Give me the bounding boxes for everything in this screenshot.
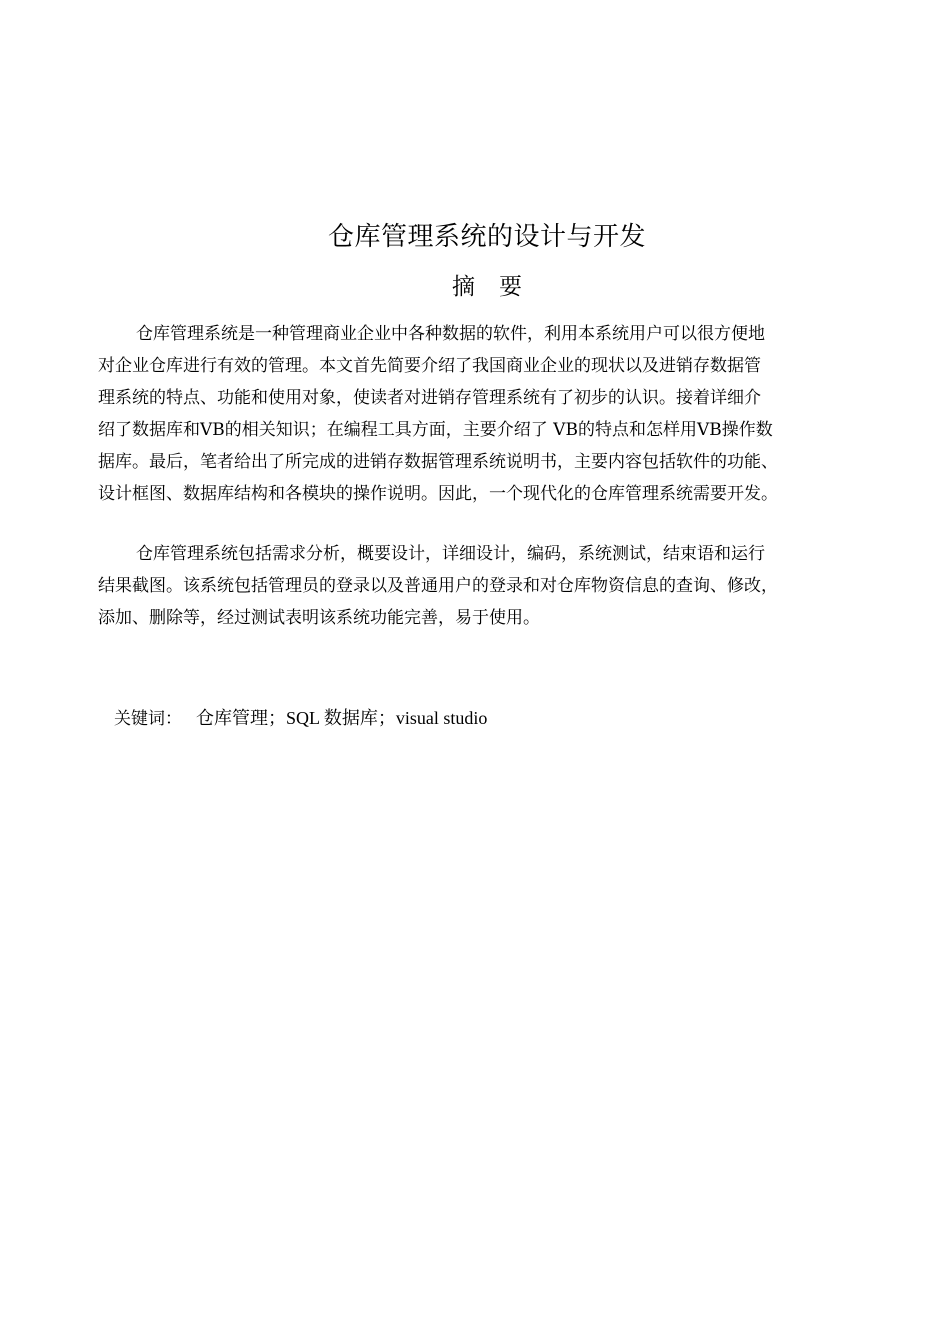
keywords-value: 仓库管理；SQL 数据库；visual studio: [196, 708, 488, 728]
paragraph-line: 结果截图。该系统包括管理员的登录以及普通用户的登录和对仓库物资信息的查询、修改，: [98, 576, 778, 596]
paragraph-line: 据库。最后，笔者给出了所完成的进销存数据管理系统说明书，主要内容包括软件的功能、: [98, 452, 778, 472]
abstract-paragraph-2: [98, 538, 868, 634]
abstract-heading-char-2: 要: [499, 274, 522, 300]
paragraph-line: 绍了数据库和VB的相关知识；在编程工具方面，主要介绍了 VB的特点和怎样用VB操作数: [98, 420, 773, 440]
abstract-heading: [0, 270, 950, 304]
abstract-paragraph-1: [98, 318, 868, 510]
paragraph-line: 设计框图、数据库结构和各模块的操作说明。因此，一个现代化的仓库管理系统需要开发。: [98, 484, 778, 504]
paragraph-line: 仓库管理系统是一种管理商业企业中各种数据的软件，利用本系统用户可以很方便地: [136, 324, 765, 344]
document-title: 仓库管理系统的设计与开发: [327, 222, 646, 252]
paragraph-line: 对企业仓库进行有效的管理。本文首先简要介绍了我国商业企业的现状以及进销存数据管: [98, 356, 761, 376]
paragraph-line: 理系统的特点、功能和使用对象，使读者对进销存管理系统有了初步的认识。接着详细介: [98, 388, 761, 408]
keywords-line: [114, 703, 487, 734]
keywords-label: 关键词：: [114, 709, 182, 729]
paragraph-line: 仓库管理系统包括需求分析，概要设计，详细设计，编码，系统测试，结束语和运行: [136, 544, 765, 564]
abstract-heading-char-1: 摘: [452, 274, 475, 300]
paragraph-line: 添加、删除等，经过测试表明该系统功能完善，易于使用。: [98, 608, 540, 628]
